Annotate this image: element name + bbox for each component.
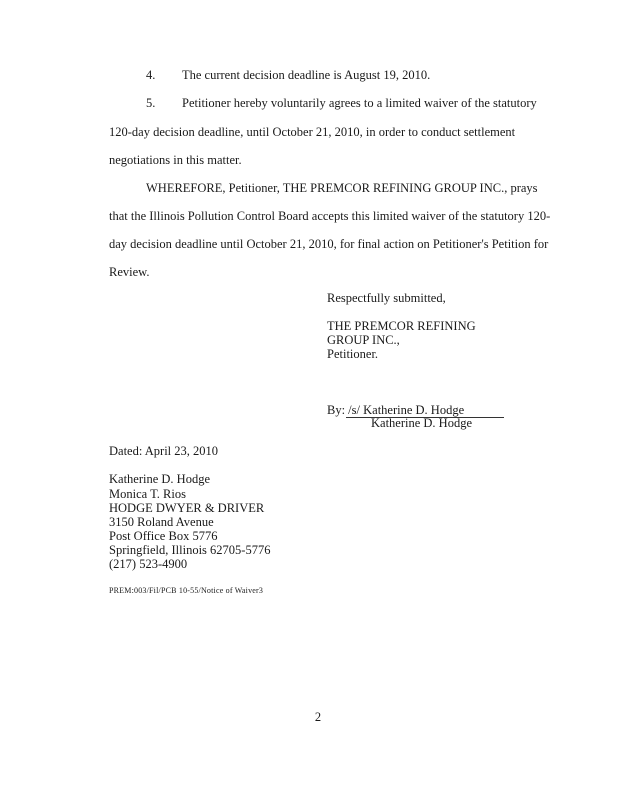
wherefore-line: Review.	[109, 265, 150, 279]
item-text-line: 120-day decision deadline, until October 21, 2010, in order to conduct settlement	[109, 125, 516, 139]
page-number: 2	[314, 710, 322, 724]
counsel-line: Katherine D. Hodge	[109, 472, 211, 486]
item-text-line: negotiations in this matter.	[109, 153, 242, 167]
item-number: 4.	[146, 68, 156, 82]
closing-text: Respectfully submitted,	[327, 291, 446, 305]
signer-name: Katherine D. Hodge	[371, 416, 473, 430]
counsel-line: Springfield, Illinois 62705-5776	[109, 543, 271, 557]
counsel-line: HODGE DWYER & DRIVER	[109, 501, 265, 515]
file-reference: PREM:003/Fil/PCB 10-55/Notice of Waiver3	[109, 586, 264, 595]
counsel-line: Monica T. Rios	[109, 487, 186, 501]
counsel-line: Post Office Box 5776	[109, 529, 218, 543]
item-number: 5.	[146, 96, 156, 110]
party-name-line: GROUP INC.,	[327, 333, 400, 347]
party-name-line: THE PREMCOR REFINING	[327, 319, 476, 333]
signature-by-line: By: /s/ Katherine D. Hodge	[327, 403, 465, 417]
wherefore-line: WHEREFORE, Petitioner, THE PREMCOR REFINING GROUP INC., prays	[146, 181, 538, 195]
date-line: Dated: April 23, 2010	[109, 444, 219, 458]
item-text-line: The current decision deadline is August 19, 2010.	[182, 68, 431, 82]
wherefore-line: day decision deadline until October 21, 2010, for final action on Petitioner's Petition for	[109, 237, 549, 251]
item-text-line: Petitioner hereby voluntarily agrees to a limited waiver of the statutory	[182, 96, 537, 110]
counsel-line: (217) 523-4900	[109, 557, 188, 571]
party-role-line: Petitioner.	[327, 347, 379, 361]
counsel-line: 3150 Roland Avenue	[109, 515, 214, 529]
wherefore-line: that the Illinois Pollution Control Board accepts this limited waiver of the statutory 120-	[109, 209, 551, 223]
